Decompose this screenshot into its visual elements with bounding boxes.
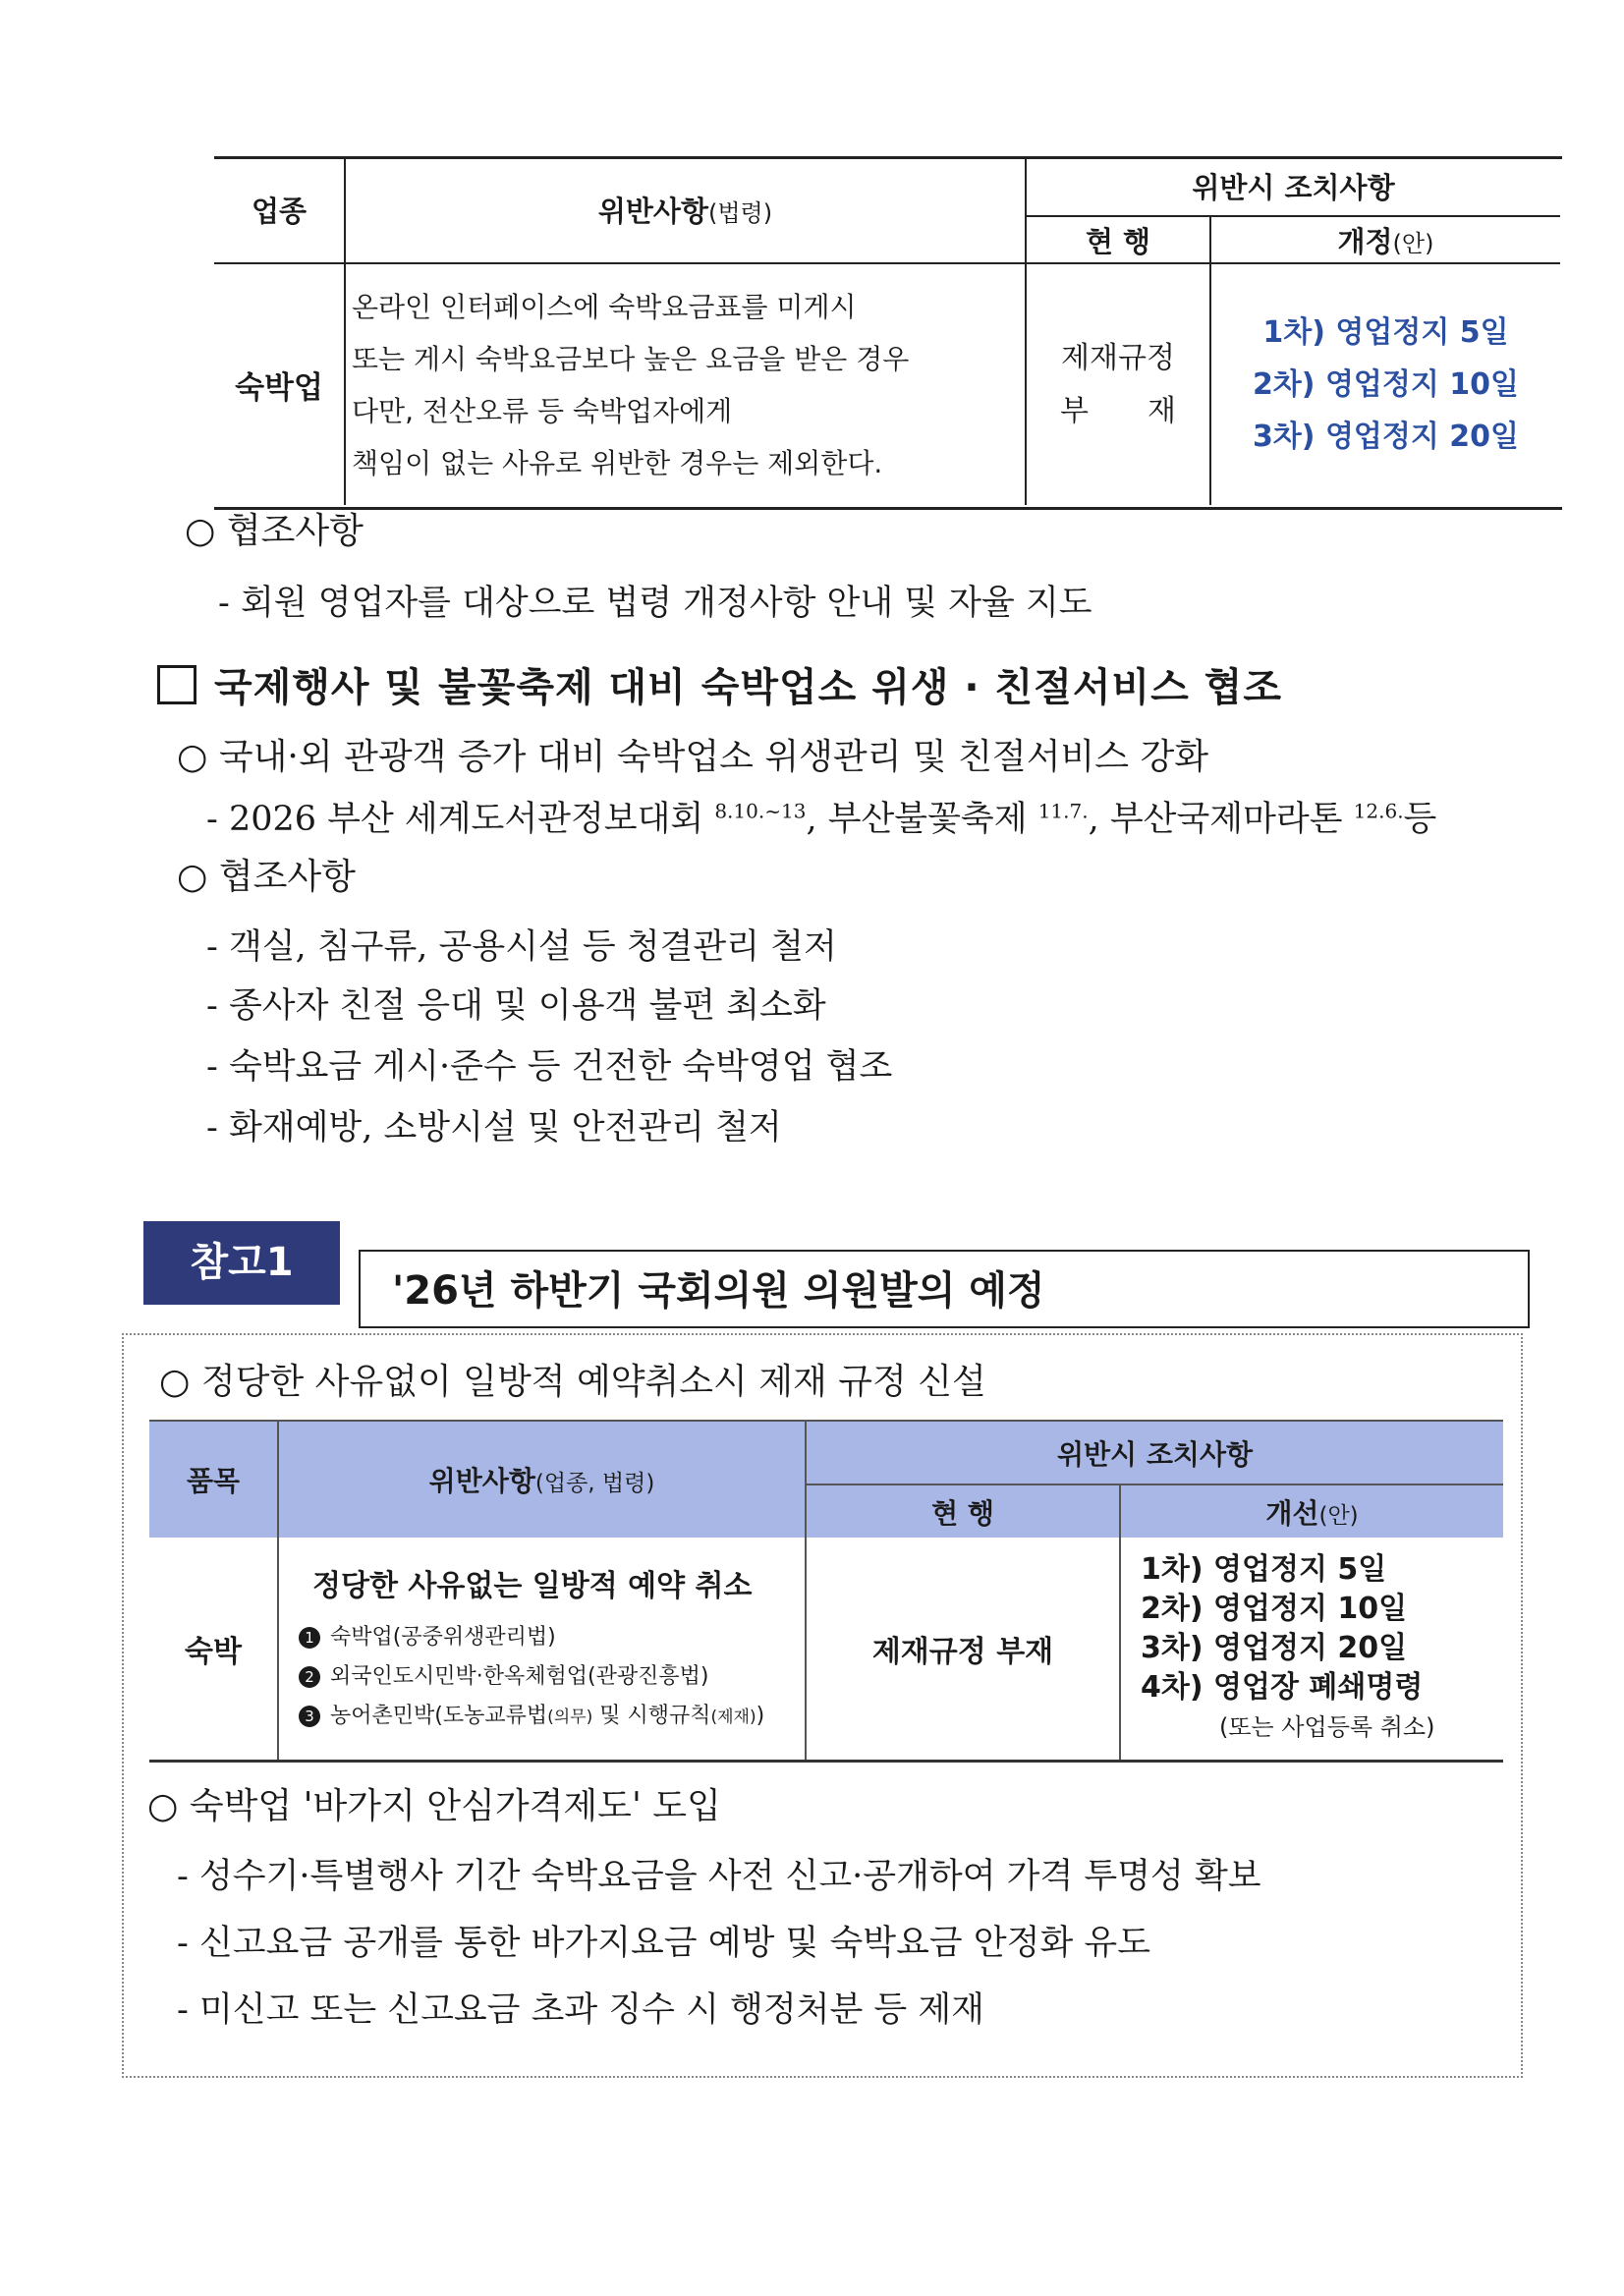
header-measures: 위반시 조치사항 [1026,157,1560,216]
reference-title: '26년 하반기 국회의원 의원발의 예정 [359,1250,1530,1328]
t2-header-measures: 위반시 조치사항 [806,1422,1503,1484]
section2-coop-heading: ○ 협조사항 [177,857,356,897]
coop-heading: ○ 협조사항 [185,511,364,551]
t2-header-violation: 위반사항(업종, 법령) [278,1422,806,1538]
t2-violation-item: 2 외국인도시민박·한옥체험업(관광진흥법) [299,1657,805,1697]
violation-line: 책임이 없는 사유로 위반한 경우는 제외한다. [352,446,883,479]
header-current: 현 행 [1026,216,1210,263]
circled-number-icon: 3 [299,1706,320,1727]
header-revised: 개정(안) [1210,216,1560,263]
circled-number-icon: 2 [299,1666,320,1688]
row-current [1026,263,1210,505]
improved-note: (또는 사업등록 취소) [1219,1713,1435,1741]
violation-line: 또는 게시 숙박요금보다 높은 요금을 받은 경우 [352,342,910,375]
price-item: - 성수기·특별행사 기간 숙박요금을 사전 신고·공개하여 가격 투명성 확보 [177,1857,1261,1896]
t2-row-improved [1120,1538,1503,1760]
header-category: 업종 [214,157,345,263]
violation-line: 온라인 인터페이스에 숙박요금표를 미게시 [352,290,857,323]
section2-bullet: ○ 국내·외 관광객 증가 대비 숙박업소 위생관리 및 친절서비스 강화 [177,737,1209,777]
penalty-table-1 [214,157,1560,505]
improved-line: 1차) 영업정지 5일 [1141,1552,1387,1587]
reference-tag: 참고1 [143,1221,340,1305]
revised-line: 2차) 영업정지 10일 [1252,367,1520,402]
t2-violation-item: 1 숙박업(공중위생관리법) [299,1618,805,1657]
row-violation [345,263,1026,505]
price-item: - 미신고 또는 신고요금 초과 징수 시 행정처분 등 제재 [177,1990,984,2030]
improved-line: 3차) 영업정지 20일 [1141,1631,1408,1665]
t2-row-item: 숙박 [185,1635,242,1669]
t2-row-current: 제재규정 부재 [806,1538,1120,1760]
price-item: - 신고요금 공개를 통한 바가지요금 예방 및 숙박요금 안정화 유도 [177,1924,1151,1963]
circled-number-icon: 1 [299,1627,320,1649]
reference-bullet2: ○ 숙박업 '바가지 안심가격제도' 도입 [147,1786,721,1826]
row-revised [1210,263,1560,505]
improved-line: 2차) 영업정지 10일 [1141,1592,1408,1626]
t2-violation-title: 정당한 사유없는 일방적 예약 취소 [312,1568,753,1603]
section2-title: 국제행사 및 불꽃축제 대비 숙박업소 위생 · 친절서비스 협조 [157,656,1282,712]
coop-list-item: - 종사자 친절 응대 및 이용객 불편 최소화 [206,986,826,1026]
header-violation: 위반사항(법령) [345,157,1026,263]
revised-line: 3차) 영업정지 20일 [1252,420,1520,454]
improved-line: 4차) 영업장 폐쇄명령 [1141,1670,1424,1705]
coop-list-item: - 숙박요금 게시·준수 등 건전한 숙박영업 협조 [206,1047,893,1087]
reference-bullet1: ○ 정당한 사유없이 일방적 예약취소시 제재 규정 신설 [159,1362,986,1402]
events-line: - 2026 부산 세계도서관정보대회 $^{8.10.\sim 13}$, 부산불꽃축제 $^{11.7.}$, 부산국제마라톤 $^{12.6.}$등 [206,799,1437,839]
coop-list-item: - 객실, 침구류, 공용시설 등 청결관리 철저 [206,927,837,967]
checkbox-square-icon [157,665,196,704]
penalty-table-2 [149,1422,1503,1760]
coop-list-item: - 화재예방, 소방시설 및 안전관리 철저 [206,1108,782,1148]
t2-header-item: 품목 [149,1422,278,1538]
t2-row-violation [278,1538,806,1760]
table2-bottom-rule [149,1760,1503,1763]
coop-item: - 회원 영업자를 대상으로 법령 개정사항 안내 및 자율 지도 [218,584,1092,623]
t2-header-improved: 개선(안) [1120,1484,1503,1538]
current-line: 부 재 [1060,393,1176,428]
row-category: 숙박업 [235,370,323,406]
current-line: 제재규정 [1061,340,1175,375]
t2-header-current: 현 행 [806,1484,1120,1538]
violation-line: 다만, 전산오류 등 숙박업자에게 [352,394,733,427]
t2-violation-item: 3 농어촌민박(도농교류법(의무) 및 시행규칙(제재)) [299,1697,805,1737]
revised-line: 1차) 영업정지 5일 [1262,315,1509,350]
table1-bottom-rule [214,507,1562,510]
